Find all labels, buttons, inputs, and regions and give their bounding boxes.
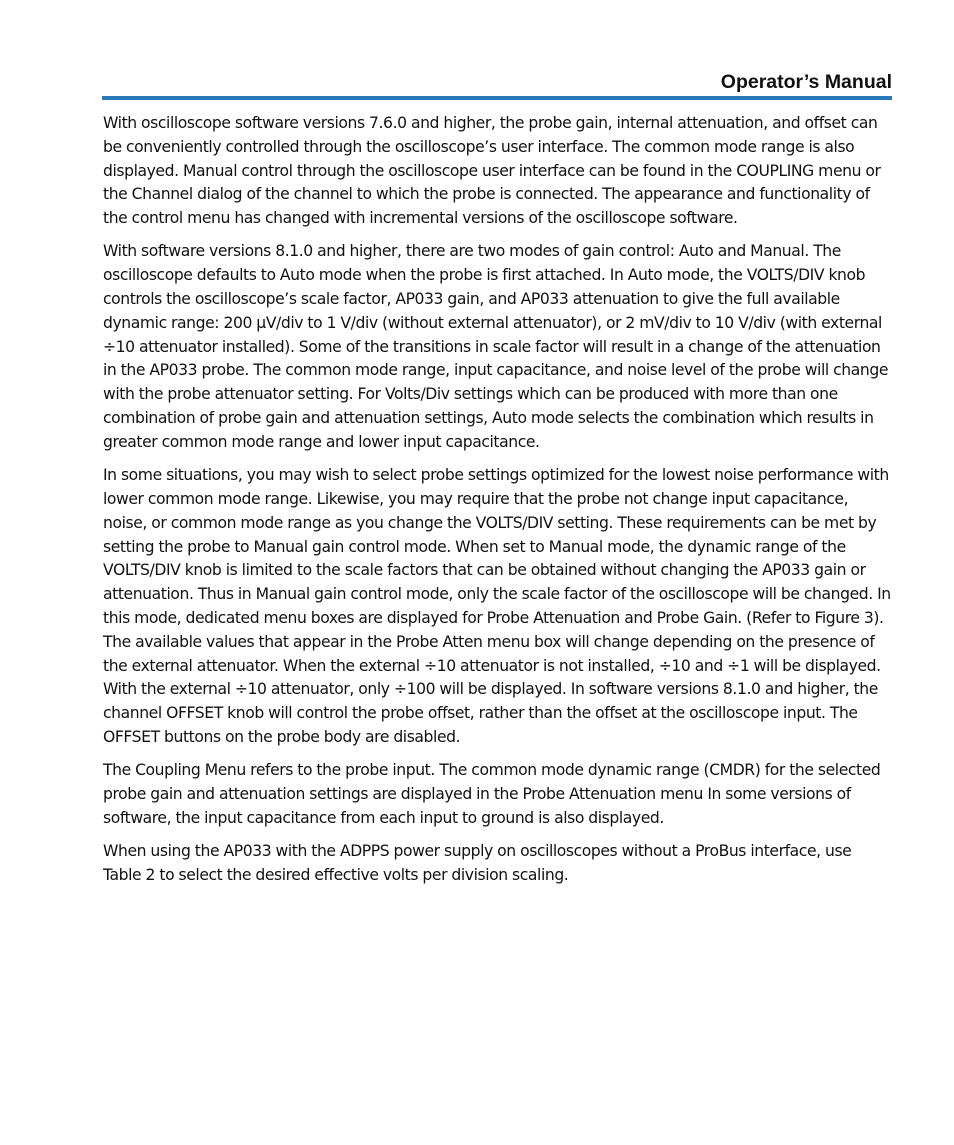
paragraph-manual-mode: In some situations, you may wish to select probe settings optimized for the lowest noise performance with lower common mode range. Likewise, you may require that the probe not change input capacitance, noise, or common mode range as you change the VOLTS/DIV setting. These requirements can be met by setting the probe to Manual gain control mode. When set to Manual mode, the dynamic range of the VOLTS/DIV knob is limited to the scale factors that can be obtained without changing the AP033 gain or attenuation. Thus in Manual gain control mode, only the scale factor of the oscilloscope will be changed. In this mode, dedicated menu boxes are displayed for Probe Attenuation and Probe Gain. (Refer to Figure 3). The available values that appear in the Probe Atten menu box will change depending on the presence of the external attenuator. When the external ÷10 attenuator is not installed, ÷10 and ÷1 will be displayed. With the external ÷10 attenuator, only ÷100 will be displayed. In software versions 8.1.0 and higher, the channel OFFSET knob will control the probe offset, rather than the offset at the oscilloscope input. The OFFSET buttons on the probe body are disabled. — [103, 466, 891, 746]
page-header — [102, 70, 892, 100]
paragraph-auto-mode: With software versions 8.1.0 and higher, there are two modes of gain control: Auto and Manual. The oscilloscope defaults to Auto mode when the probe is first attached. In Auto mode, the VOLTS/DIV knob controls the oscilloscope’s scale factor, AP033 gain, and AP033 attenuation to give the full available dynamic range: 200 µV/div to 1 V/div (without external attenuator), or 2 mV/div to 10 V/div (with external ÷10 attenuator installed). Some of the transitions in scale factor will result in a change of the attenuation in the AP033 probe. The common mode range, input capacitance, and noise level of the probe will change with the probe attenuator setting. For Volts/Div settings which can be produced with more than one combination of probe gain and attenuation settings, Auto mode selects the combination which results in greater common mode range and lower input capacitance. — [103, 242, 888, 451]
paragraph-coupling-menu: The Coupling Menu refers to the probe input. The common mode dynamic range (CMDR) for the selected probe gain and attenuation settings are displayed in the Probe Attenuation menu In some versions of software, the input capacitance from each input to ground is also displayed. — [103, 761, 881, 827]
header-divider — [102, 96, 892, 100]
document-body — [103, 112, 893, 897]
page-header-title: Operator’s Manual — [720, 71, 892, 93]
paragraph-adpps-power-supply: When using the AP033 with the ADPPS power supply on oscilloscopes without a ProBus interface, use Table 2 to select the desired effective volts per division scaling. — [103, 842, 852, 884]
paragraph-software-7-6-0: With oscilloscope software versions 7.6.0 and higher, the probe gain, internal attenuation, and offset can be conveniently controlled through the oscilloscope’s user interface. The common mode range is also displayed. Manual control through the oscilloscope user interface can be found in the COUPLING menu or the Channel dialog of the channel to which the probe is connected. The appearance and functionality of the control menu has changed with incremental versions of the oscilloscope software. — [103, 114, 881, 228]
